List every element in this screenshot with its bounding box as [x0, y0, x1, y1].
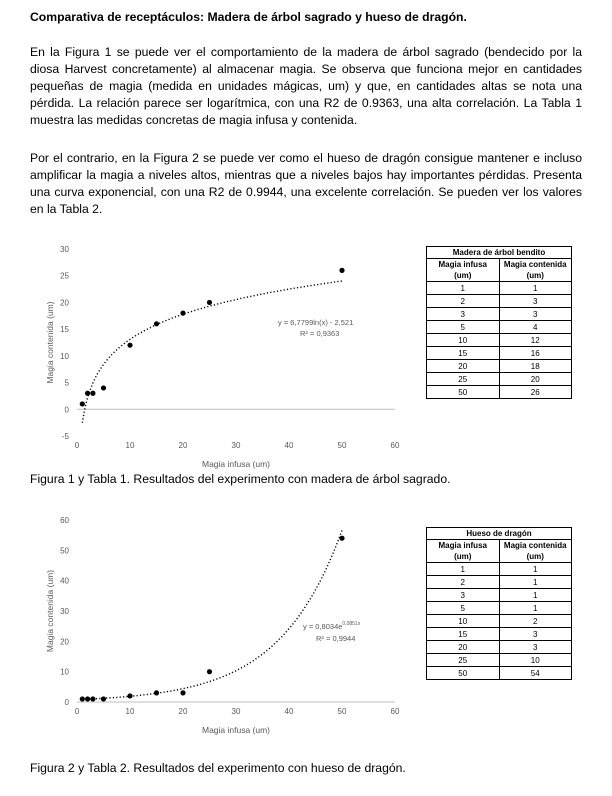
table2-title: Hueso de dragón [427, 528, 572, 540]
data-point [85, 391, 90, 396]
trendline-r2: R² = 0,9944 [316, 634, 356, 643]
table-cell: 10 [427, 615, 500, 628]
y-axis-title: Magia contenida (um) [45, 569, 55, 653]
table-cell: 12 [499, 334, 572, 347]
table-cell: 26 [499, 386, 572, 399]
table-cell: 16 [499, 347, 572, 360]
x-tick-label: 50 [337, 441, 347, 450]
paragraph-figure1: En la Figura 1 se puede ver el comportamiento de la madera de árbol sagrado (bendecido por la diosa Harvest concretamente) al almacenar magia. Se observa que funciona mejor en cantidades pequeñas de magia (medida en unidades mágicas, um) y que, en cantidades altas se nota una pérdida. La relación parece ser logarítmica, con una R2 de 0.9363, una alta correlación. La Tabla 1 muestra las medidas concretas de magia infusa y contenida. [30, 45, 582, 127]
data-point [85, 696, 90, 701]
table-row [427, 654, 572, 667]
data-point [180, 690, 185, 695]
table-row [427, 563, 572, 576]
table-cell: 1 [499, 602, 572, 615]
data-point [339, 536, 344, 541]
table-cell: 5 [427, 602, 500, 615]
y-tick-label: 15 [60, 325, 69, 335]
data-point [101, 385, 106, 390]
x-tick-label: 40 [284, 707, 294, 716]
y-tick-label: 40 [60, 576, 69, 586]
table-cell: 25 [427, 373, 500, 386]
y-tick-label: 5 [64, 378, 69, 388]
table-cell: 1 [499, 563, 572, 576]
trendline-equation: y = 6,7799ln(x) - 2,521 [278, 318, 354, 327]
table-cell: 4 [499, 321, 572, 334]
figure1-chart [40, 240, 405, 469]
table-cell: 20 [427, 360, 500, 373]
caption-figure1: Figura 1 y Tabla 1. Resultados del experimento con madera de árbol sagrado. [30, 472, 451, 486]
table-row [427, 334, 572, 347]
data-point [127, 343, 132, 348]
table-cell: 1 [499, 282, 572, 295]
caption-figure2: Figura 2 y Tabla 2. Resultados del experimento con hueso de dragón. [30, 761, 406, 775]
table-row [427, 295, 572, 308]
data-point [101, 696, 106, 701]
figure1-svg [40, 240, 405, 469]
table-row [427, 641, 572, 654]
y-tick-label: 0 [64, 405, 69, 415]
table-row [427, 576, 572, 589]
y-tick-label: -5 [61, 432, 69, 441]
y-tick-label: 50 [60, 546, 69, 556]
y-tick-label: 20 [60, 637, 69, 647]
table-cell: 54 [499, 667, 572, 680]
y-tick-label: 60 [60, 516, 69, 525]
x-tick-label: 10 [125, 441, 135, 450]
trendline-r2: R² = 0,9363 [300, 329, 340, 338]
table2-col1-header: Magia infusa (um) [427, 540, 500, 563]
table-cell: 25 [427, 654, 500, 667]
data-point [207, 300, 212, 305]
x-tick-label: 0 [74, 707, 80, 716]
table2 [426, 527, 572, 680]
figure2-svg [40, 510, 405, 745]
data-point [154, 690, 159, 695]
paragraph-figure2: Por el contrario, en la Figura 2 se puede ver como el hueso de dragón consigue mantener e incluso amplificar la magia a niveles altos, mientras que a niveles bajos hay importantes pérdidas. Presenta una curva exponencial, con una R2 de 0.9944, una excelente correlación. Se pueden ver los valores en la Tabla 2. [30, 151, 582, 216]
table1-title: Madera de árbol bendito [427, 247, 572, 259]
y-tick-label: 20 [60, 298, 69, 308]
table1-col2-header: Magia contenida (um) [499, 259, 572, 282]
x-tick-label: 60 [390, 441, 400, 450]
table-row [427, 321, 572, 334]
data-point [90, 696, 95, 701]
table-cell: 50 [427, 386, 500, 399]
table-cell: 20 [499, 373, 572, 386]
data-point [180, 311, 185, 316]
table-row [427, 308, 572, 321]
table-cell: 3 [499, 295, 572, 308]
table-cell: 3 [499, 641, 572, 654]
y-axis-title: Magia contenida (um) [45, 301, 55, 384]
trendline-equation [303, 621, 361, 631]
data-point [339, 268, 344, 273]
data-point [80, 696, 85, 701]
y-tick-label: 25 [60, 271, 69, 281]
x-axis-title: Magia infusa (um) [201, 725, 271, 735]
y-tick-label: 10 [60, 667, 69, 677]
x-axis-title: Magia infusa (um) [201, 459, 271, 469]
table-cell: 50 [427, 667, 500, 680]
x-tick-label: 0 [74, 441, 80, 450]
table-cell: 1 [499, 589, 572, 602]
table-row [427, 282, 572, 295]
table-row [427, 602, 572, 615]
x-tick-label: 40 [284, 441, 294, 450]
table-row [427, 628, 572, 641]
equation-exponent: 0,0851x [342, 621, 361, 627]
table-cell: 2 [427, 576, 500, 589]
table-cell: 1 [427, 563, 500, 576]
table1 [426, 246, 572, 399]
table-row [427, 386, 572, 399]
table-row [427, 347, 572, 360]
table-cell: 1 [427, 282, 500, 295]
table1-col1-header: Magia infusa (um) [427, 259, 500, 282]
table-cell: 10 [427, 334, 500, 347]
table-cell: 15 [427, 347, 500, 360]
table-cell: 20 [427, 641, 500, 654]
table-cell: 3 [499, 628, 572, 641]
x-tick-label: 50 [337, 707, 347, 716]
table-row [427, 615, 572, 628]
x-tick-label: 30 [231, 707, 241, 716]
table-cell: 5 [427, 321, 500, 334]
y-tick-label: 0 [64, 698, 69, 707]
table-cell: 15 [427, 628, 500, 641]
y-tick-label: 30 [60, 245, 69, 254]
table-row [427, 360, 572, 373]
x-tick-label: 20 [178, 441, 188, 450]
x-tick-label: 30 [231, 441, 241, 450]
x-tick-label: 60 [390, 707, 400, 716]
table2-col2-header: Magia contenida (um) [499, 540, 572, 563]
data-point [154, 321, 159, 326]
data-point [90, 391, 95, 396]
table-cell: 3 [499, 308, 572, 321]
y-tick-label: 10 [60, 351, 69, 361]
x-tick-label: 10 [125, 707, 135, 716]
table-row [427, 589, 572, 602]
table-row [427, 373, 572, 386]
trendline [82, 281, 342, 423]
data-point [207, 669, 212, 674]
x-tick-label: 20 [178, 707, 188, 716]
table-cell: 3 [427, 589, 500, 602]
data-point [127, 693, 132, 698]
data-point [80, 401, 85, 406]
document-title: Comparativa de receptáculos: Madera de árbol sagrado y hueso de dragón. [30, 10, 467, 24]
table-cell: 10 [499, 654, 572, 667]
figure2-chart [40, 510, 405, 745]
y-tick-label: 30 [60, 607, 69, 616]
table-cell: 2 [499, 615, 572, 628]
trendline [82, 530, 342, 699]
table-cell: 3 [427, 308, 500, 321]
table-cell: 1 [499, 576, 572, 589]
table-cell: 18 [499, 360, 572, 373]
table-row [427, 667, 572, 680]
equation-base: y = 0,8034e [303, 622, 343, 631]
table-cell: 2 [427, 295, 500, 308]
